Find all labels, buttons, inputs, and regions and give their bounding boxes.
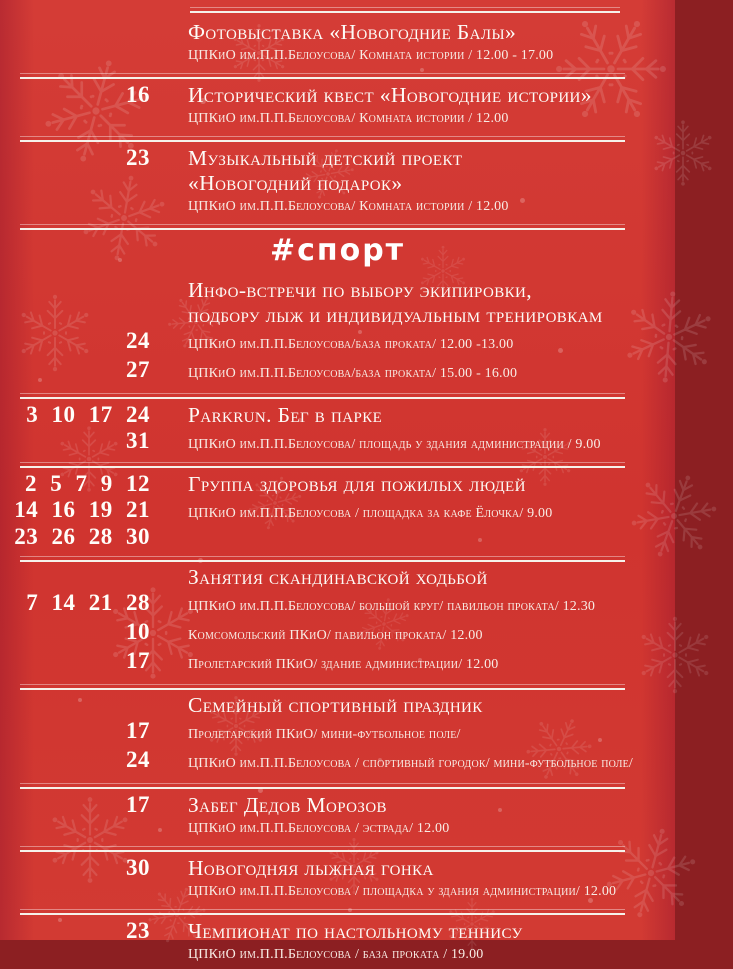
event-row bbox=[0, 792, 675, 818]
event-new-year-ski-race bbox=[0, 855, 675, 906]
event-ded-moroz-race bbox=[0, 792, 675, 843]
event-dates: 27 bbox=[126, 357, 150, 382]
divider-rule bbox=[20, 462, 625, 468]
event-row bbox=[0, 524, 675, 549]
event-historical-quest-new-year-stories bbox=[0, 82, 675, 133]
event-title: Инфо-встречи по выбору экипировки, bbox=[188, 278, 533, 302]
event-row bbox=[0, 402, 675, 428]
event-row bbox=[0, 145, 675, 171]
event-detail: ЦПКиО им.П.П.Белоусова/ Комната истории / 12.00 bbox=[188, 111, 509, 126]
event-row bbox=[0, 303, 675, 328]
divider-rule bbox=[20, 684, 625, 690]
event-detail: ЦПКиО им.П.П.Белоусова/ большой круг/ павильон проката/ 12.30 bbox=[188, 599, 596, 614]
divider-rule bbox=[20, 556, 625, 562]
event-info-meetings-equipment-ski-training bbox=[0, 278, 675, 390]
event-nordic-walking-classes bbox=[0, 565, 675, 681]
event-row bbox=[0, 171, 675, 196]
event-dates: 30 bbox=[126, 855, 150, 880]
event-dates: 23 bbox=[126, 145, 150, 170]
event-dates: 24 bbox=[126, 747, 150, 772]
event-row bbox=[0, 818, 675, 839]
event-dates: 16 bbox=[126, 82, 150, 107]
event-detail: ЦПКиО им.П.П.Белоусова / площадка за кафе Ёлочка/ 9.00 bbox=[188, 506, 553, 521]
event-title: Чемпионат по настольному теннису bbox=[188, 919, 523, 943]
divider-rule bbox=[20, 136, 625, 142]
event-detail: ЦПКиО им.П.П.Белоусова / база проката / 19.00 bbox=[188, 947, 484, 962]
event-dates: 31 bbox=[126, 428, 150, 453]
event-dates: 17 bbox=[126, 648, 150, 673]
event-detail: ЦПКиО им.П.П.Белоусова / площадка у здания администрации/ 12.00 bbox=[188, 884, 617, 899]
event-row bbox=[0, 648, 675, 677]
event-row bbox=[0, 497, 675, 524]
event-title: Группа здоровья для пожилых людей bbox=[188, 472, 526, 496]
event-parkrun-run-in-the-park bbox=[0, 402, 675, 459]
event-detail: Пролетарский ПКиО/ здание администрации/ 12.00 bbox=[188, 657, 499, 672]
event-health-group-for-elderly bbox=[0, 471, 675, 553]
event-row bbox=[0, 944, 675, 965]
event-photo-exhibition-new-year-balls bbox=[0, 20, 675, 70]
event-dates: 10 bbox=[126, 619, 150, 644]
event-row bbox=[0, 108, 675, 129]
divider-rule bbox=[20, 846, 625, 852]
event-row bbox=[0, 855, 675, 881]
event-row bbox=[0, 693, 675, 718]
event-detail: ЦПКиО им.П.П.Белоусова / эстрада/ 12.00 bbox=[188, 821, 450, 836]
event-dates: 24 bbox=[126, 328, 150, 353]
event-row bbox=[0, 278, 675, 303]
event-row bbox=[0, 328, 675, 357]
event-title: Фотовыставка «Новогодние Балы» bbox=[188, 20, 517, 44]
event-title: подбору лыж и индивидуальным тренировкам bbox=[188, 303, 603, 327]
event-dates: 23 bbox=[126, 918, 150, 943]
divider-rule bbox=[20, 909, 625, 915]
event-dates: 17 bbox=[126, 792, 150, 817]
event-row bbox=[0, 428, 675, 455]
event-row bbox=[0, 20, 675, 45]
event-dates: 23 26 28 30 bbox=[14, 524, 150, 549]
event-row bbox=[0, 565, 675, 590]
event-row bbox=[0, 45, 675, 66]
event-title: Музыкальный детский проект bbox=[188, 146, 463, 170]
event-dates: 17 bbox=[126, 718, 150, 743]
event-family-sports-holiday bbox=[0, 693, 675, 780]
event-title: Занятия скандинавской ходьбой bbox=[188, 565, 488, 589]
section-header-sport: #спорт bbox=[269, 233, 406, 268]
event-row bbox=[0, 619, 675, 648]
event-title: Parkrun. Бег в парке bbox=[188, 403, 383, 427]
event-title: Новогодняя лыжная гонка bbox=[188, 856, 434, 880]
event-row bbox=[0, 881, 675, 902]
event-row bbox=[0, 471, 675, 497]
event-dates: 3 10 17 24 bbox=[26, 402, 150, 427]
event-row bbox=[0, 196, 675, 217]
event-dates: 14 16 19 21 bbox=[14, 497, 150, 522]
event-title: Забег Дедов Морозов bbox=[188, 793, 387, 817]
event-detail: Комсомольский ПКиО/ павильон проката/ 12.00 bbox=[188, 628, 483, 643]
event-row bbox=[0, 718, 675, 747]
blocks bbox=[0, 20, 675, 969]
event-row bbox=[0, 590, 675, 619]
divider-rule bbox=[20, 73, 625, 79]
divider-rule bbox=[20, 783, 625, 789]
event-dates: 7 14 21 28 bbox=[26, 590, 150, 615]
event-dates: 2 5 7 9 12 bbox=[25, 471, 150, 496]
event-row bbox=[0, 357, 675, 386]
event-row bbox=[0, 918, 675, 944]
event-table-tennis-championship bbox=[0, 918, 675, 969]
event-detail: ЦПКиО им.П.П.Белоусова / спортивный городок/ мини-футбольное поле/ bbox=[188, 756, 633, 771]
event-musical-children-project-new-year-gift bbox=[0, 145, 675, 221]
divider-rule bbox=[20, 393, 625, 399]
event-detail: ЦПКиО им.П.П.Белоусова/база проката/ 12.00 -13.00 bbox=[188, 337, 514, 352]
top-divider-rule bbox=[190, 7, 620, 13]
event-title: «Новогодний подарок» bbox=[188, 171, 403, 195]
event-title: Семейный спортивный праздник bbox=[188, 693, 483, 717]
event-row bbox=[0, 747, 675, 776]
event-detail: ЦПКиО им.П.П.Белоусова/ площадь у здания администрации / 9.00 bbox=[188, 437, 601, 452]
event-row bbox=[0, 82, 675, 108]
event-detail: Пролетарский ПКиО/ мини-футбольное поле/ bbox=[188, 727, 461, 742]
event-detail: ЦПКиО им.П.П.Белоусова/ Комната истории / 12.00 bbox=[188, 199, 509, 214]
event-title: Исторический квест «Новогодние истории» bbox=[188, 83, 592, 107]
event-detail: ЦПКиО им.П.П.Белоусова/база проката/ 15.00 - 16.00 bbox=[188, 366, 518, 381]
event-detail: ЦПКиО им.П.П.Белоусова/ Комната истории / 12.00 - 17.00 bbox=[188, 48, 554, 63]
divider-rule bbox=[20, 224, 625, 230]
